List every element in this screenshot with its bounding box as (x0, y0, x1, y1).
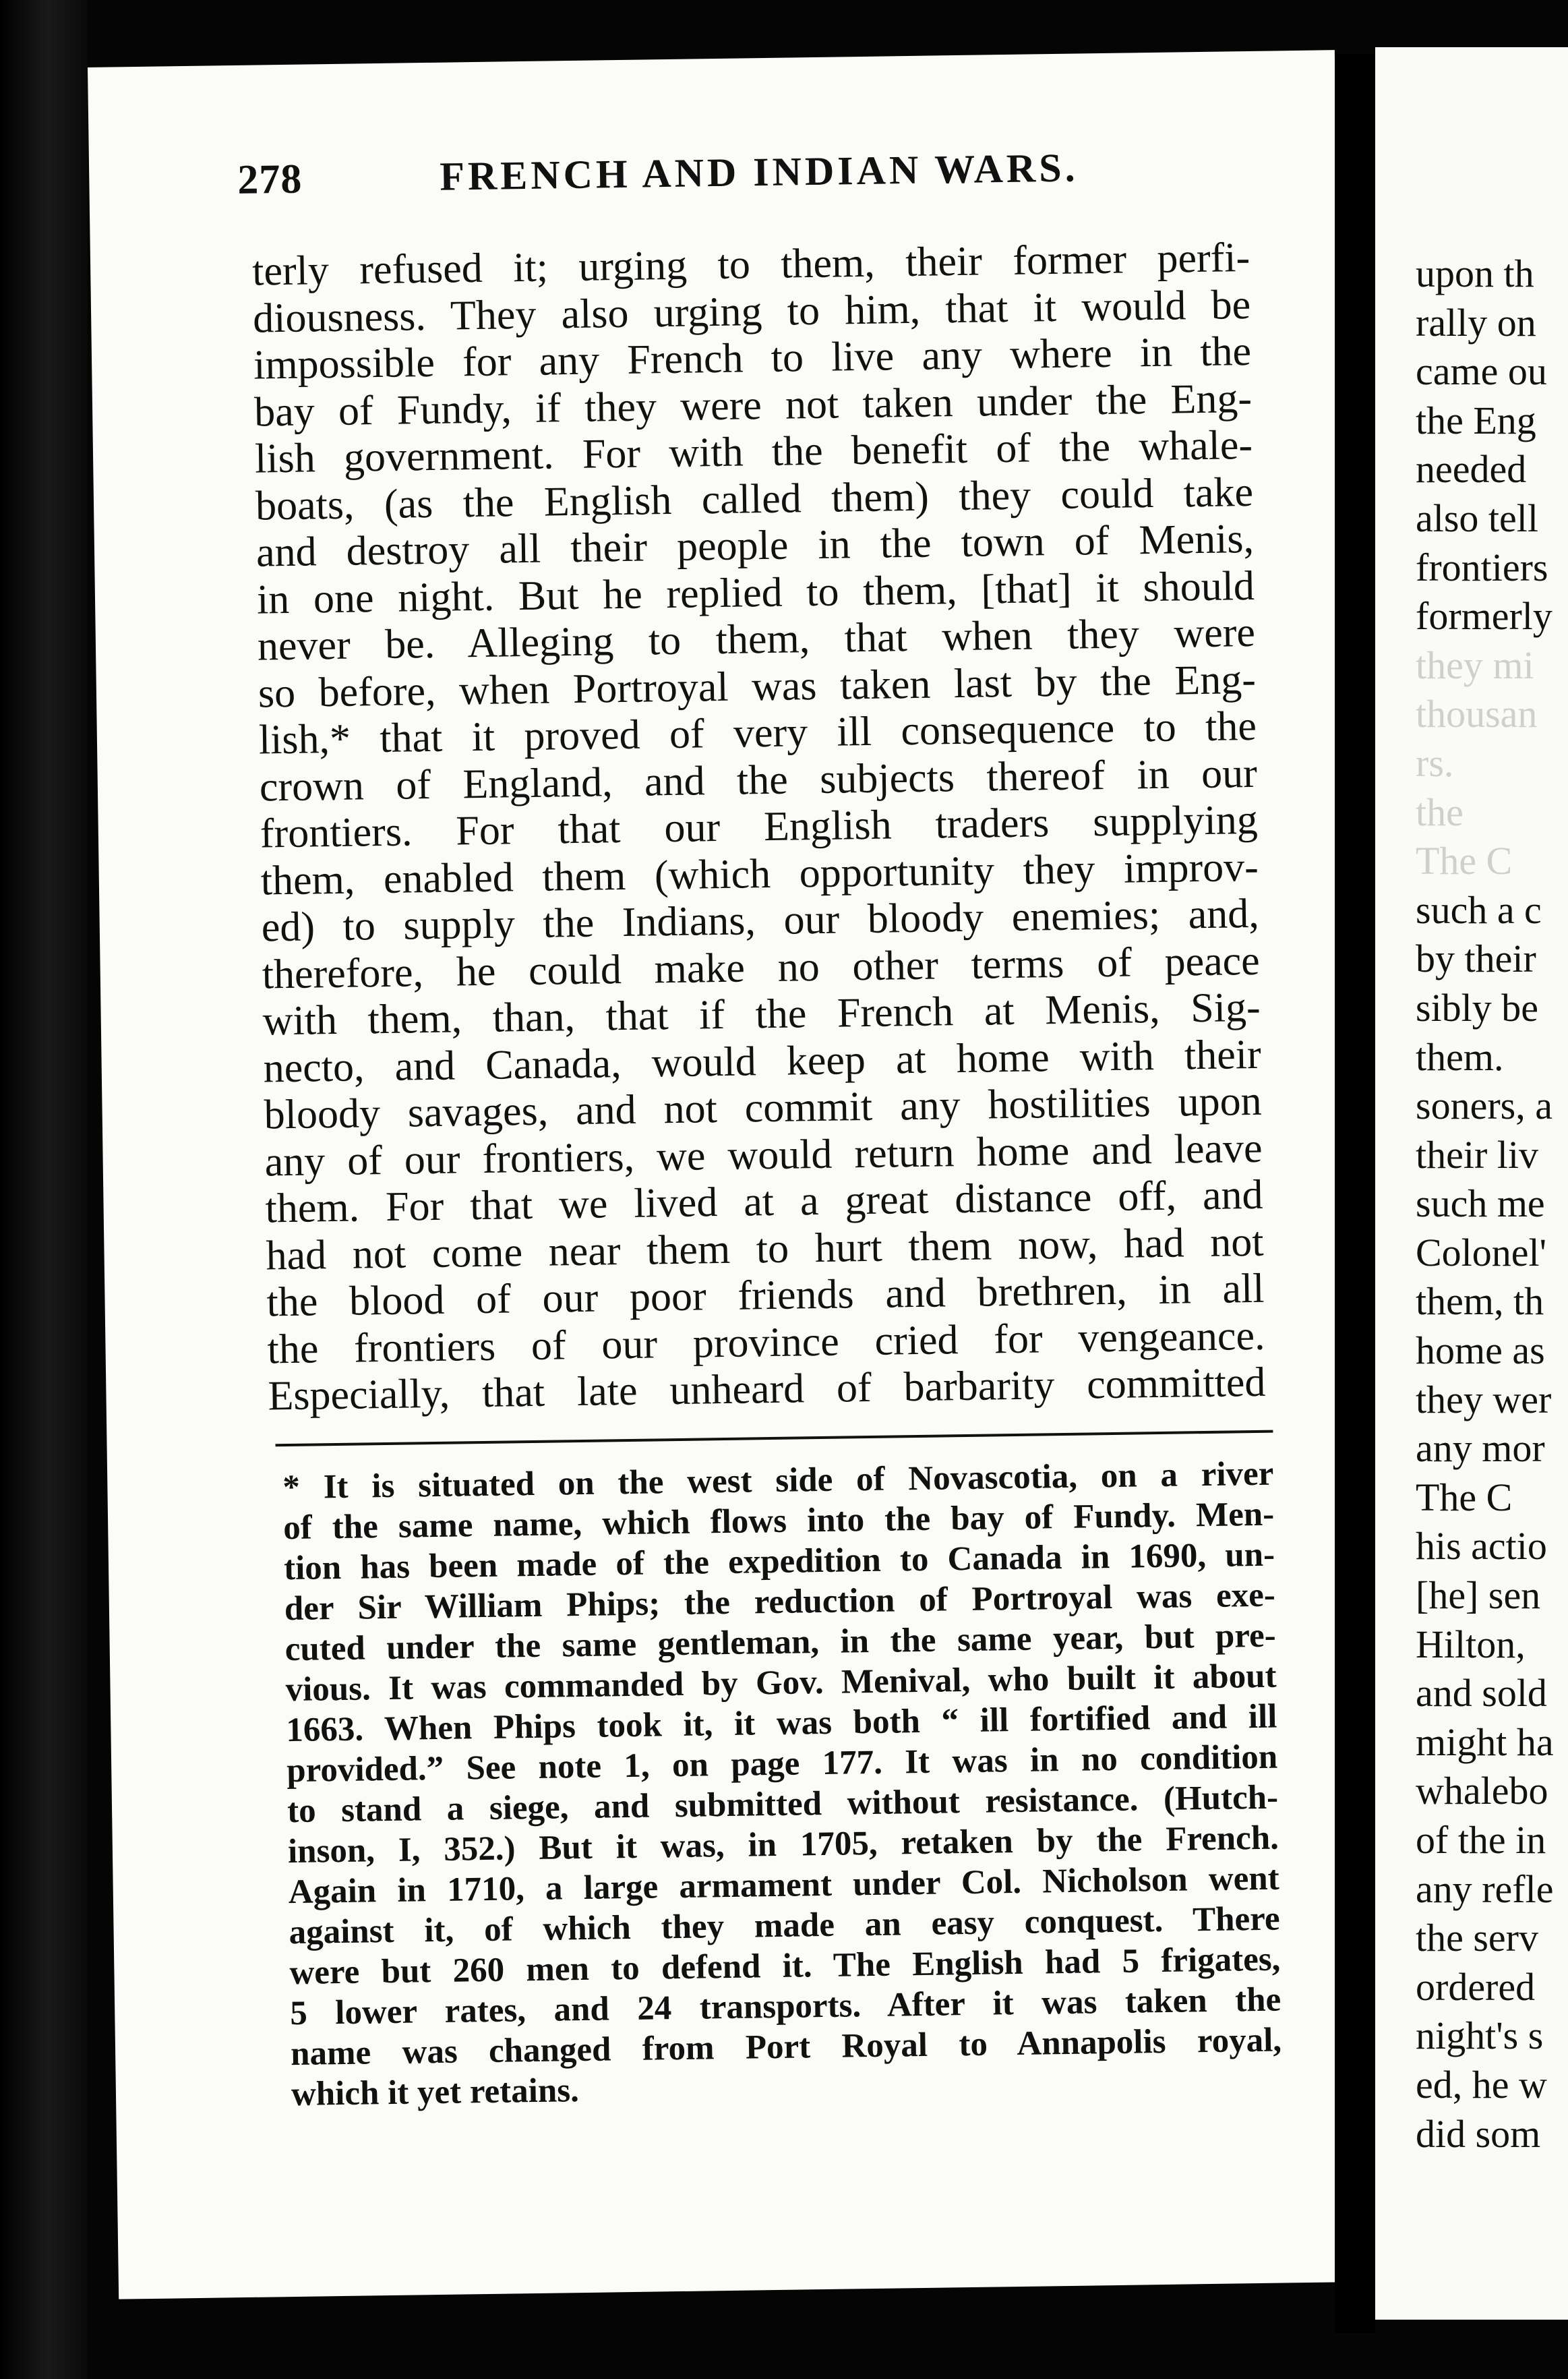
text-line: and destroy all their people in the town of Menis, (255, 515, 1255, 576)
text-line: lish,* that it proved of very ill consequence to the (258, 703, 1257, 763)
facing-line: whalebo (1416, 1769, 1548, 1813)
facing-line: their liv (1416, 1132, 1539, 1177)
scan-left-edge (0, 0, 88, 2379)
text-line: had not come near them to hurt them now, had not (266, 1218, 1264, 1279)
facing-line: home as (1416, 1328, 1545, 1373)
facing-line: the serv (1416, 1916, 1538, 1960)
facing-line: needed (1416, 447, 1527, 492)
text-line: the frontiers of our province cried for vengeance. (267, 1312, 1265, 1372)
text-line: them, enabled them (which opportunity they improv- (260, 844, 1259, 904)
footnote-line: 5 lower rates, and 24 transports. After it was taken the (289, 1980, 1281, 2033)
facing-line: soners, a (1416, 1084, 1552, 1128)
facing-line: them, th (1416, 1279, 1544, 1324)
facing-line: The C (1416, 839, 1513, 883)
footnote-line: inson, I, 352.) But it was, in 1705, retaken by the French. (287, 1819, 1279, 1871)
text-line: so before, when Portroyal was taken last by the Eng- (258, 656, 1257, 717)
text-line: boats, (as the English called them) they could take (255, 469, 1254, 529)
text-line: bloody savages, and not commit any hostilities upon (264, 1078, 1263, 1138)
facing-line: frontiers (1416, 545, 1548, 589)
facing-line: might ha (1416, 1720, 1554, 1764)
footnote-line: der Sir William Phips; the reduction of Portroyal was exe- (284, 1576, 1276, 1628)
book-gutter (1335, 54, 1375, 2333)
facing-line: came ou (1416, 349, 1547, 394)
facing-line: also tell (1416, 496, 1539, 540)
facing-line: did som (1416, 2111, 1541, 2156)
facing-line: such me (1416, 1181, 1545, 1226)
footnote-line: Again in 1710, a large armament under Col. Nicholson went (288, 1859, 1280, 1912)
facing-line: Colonel' (1416, 1230, 1547, 1274)
footnote-rule (276, 1430, 1273, 1447)
text-line: the blood of our poor friends and brethren, in all (266, 1265, 1265, 1326)
footnote-line: of the same name, which flows into the bay of Fundy. Men- (282, 1495, 1275, 1548)
running-title: FRENCH AND INDIAN WARS. (439, 145, 1079, 199)
footnote-line: were but 260 men to defend it. The English had 5 frigates, (289, 1940, 1281, 1993)
facing-line: rs. (1416, 740, 1454, 785)
body-text (252, 235, 1266, 1420)
text-line: diousness. They also urging to him, that it would be (252, 281, 1251, 342)
facing-line: them. (1416, 1034, 1504, 1079)
facing-line: sibly be (1416, 985, 1539, 1030)
facing-line: they wer (1416, 1377, 1552, 1421)
facing-line: any refle (1416, 1867, 1554, 1911)
footnote-line: which it yet retains. (291, 2072, 580, 2114)
facing-line: Hilton, (1416, 1622, 1526, 1666)
facing-line: [he] sen (1416, 1573, 1541, 1618)
text-line: never be. Alleging to them, that when they were (257, 609, 1256, 670)
facing-line: and sold (1416, 1671, 1547, 1715)
book-page (88, 50, 1366, 2299)
text-line: any of our frontiers, we would return home and leave (264, 1125, 1263, 1185)
facing-line: ordered (1416, 1964, 1536, 2009)
page-number: 278 (237, 156, 303, 203)
footnote-line: cuted under the same gentleman, in the same year, but pre- (284, 1616, 1277, 1669)
text-line: them. For that we lived at a great distance off, and (265, 1171, 1263, 1232)
facing-line: of the in (1416, 1818, 1546, 1862)
footnote-line: * It is situated on the west side of Novascotia, on a river (282, 1455, 1274, 1507)
facing-page (1375, 47, 1568, 2320)
facing-page-text (1416, 249, 1554, 2158)
facing-line: night's s (1416, 2014, 1544, 2058)
text-line: therefore, he could make no other terms of peace (262, 937, 1261, 998)
footnote (282, 1454, 1282, 2115)
text-line: crown of England, and the subjects thereof in our (259, 750, 1258, 811)
text-line: impossible for any French to live any where in the (253, 328, 1252, 388)
facing-line: rally on (1416, 300, 1536, 345)
facing-line: The C (1416, 1475, 1513, 1519)
facing-line: ed, he w (1416, 2062, 1547, 2107)
facing-line: upon th (1416, 252, 1534, 295)
facing-line: the Eng (1416, 398, 1536, 442)
text-line: frontiers. For that our English traders supplying (260, 796, 1259, 857)
facing-line: any mor (1416, 1426, 1545, 1471)
footnote-line: 1663. When Phips took it, it was both “ ill fortified and ill (286, 1697, 1277, 1750)
text-line: bay of Fundy, if they were not taken under the Eng- (253, 375, 1253, 436)
text-line: necto, and Canada, would keep at home with their (263, 1031, 1262, 1092)
text-line: ed) to supply the Indians, our bloody enemies; and, (261, 890, 1260, 951)
facing-line: his actio (1416, 1524, 1547, 1568)
page-header (237, 142, 1263, 217)
facing-line: thousan (1416, 692, 1538, 736)
footnote-line: vious. It was commanded by Gov. Menival, who built it about (285, 1657, 1277, 1709)
text-line: Especially, that late unheard of barbarity committed (268, 1359, 1266, 1419)
text-line: lish government. For with the benefit of the whale- (254, 421, 1253, 482)
facing-line: formerly (1416, 594, 1552, 639)
facing-line: the (1416, 790, 1464, 834)
footnote-line: name was changed from Port Royal to Annapolis royal, (290, 2021, 1282, 2074)
facing-line: by their (1416, 937, 1536, 981)
facing-line: such a c (1416, 887, 1542, 932)
text-line: in one night. But he replied to them, [that] it should (256, 562, 1255, 623)
text-line: with them, than, that if the French at Menis, Sig- (262, 984, 1261, 1045)
facing-line: they mi (1416, 643, 1534, 687)
footnote-line: to stand a siege, and submitted without resistance. (Hutch- (287, 1778, 1279, 1831)
footnote-line: against it, of which they made an easy conquest. There (289, 1900, 1280, 1952)
footnote-line: provided.” See note 1, on page 177. It was in no condition (286, 1738, 1278, 1790)
text-line: terly refused it; urging to them, their former perfi- (251, 234, 1250, 295)
footnote-line: tion has been made of the expedition to Canada in 1690, un- (283, 1535, 1275, 1588)
